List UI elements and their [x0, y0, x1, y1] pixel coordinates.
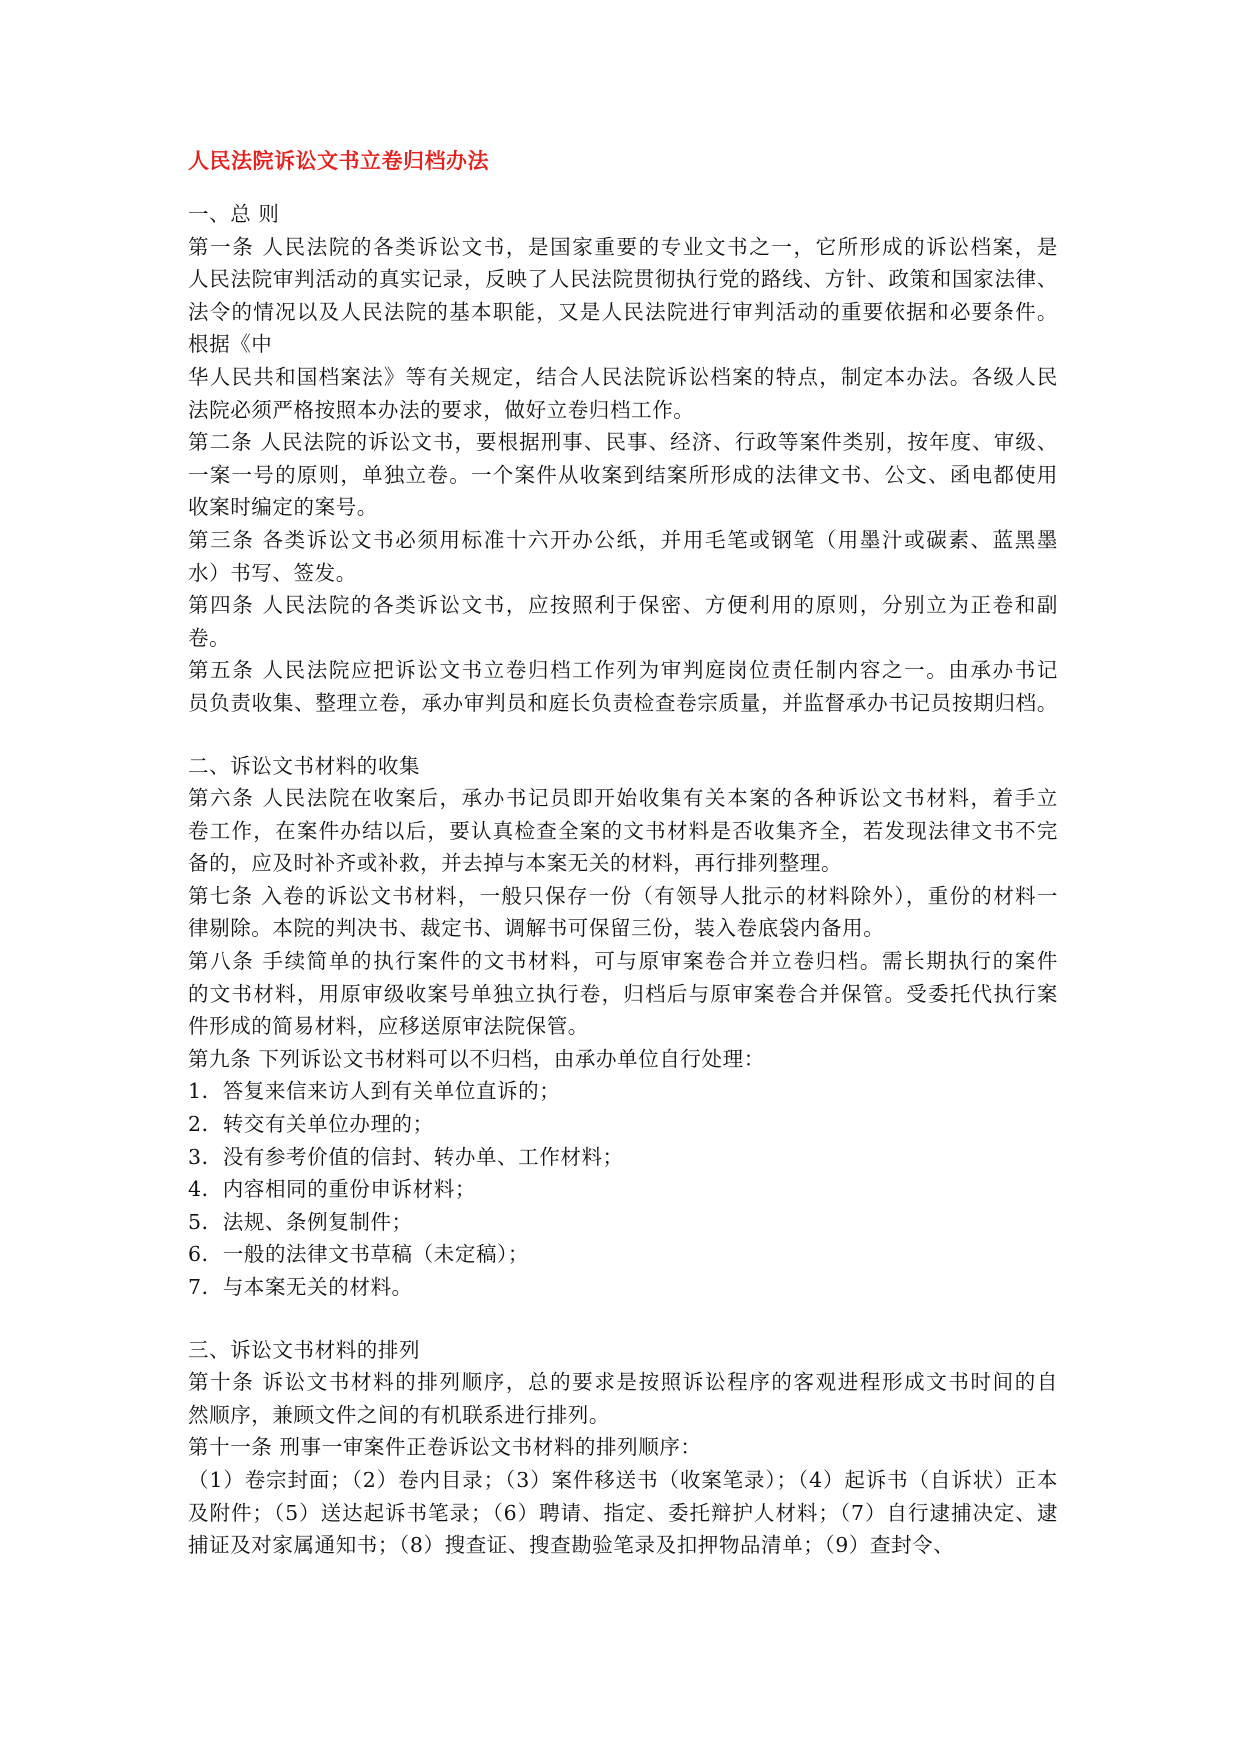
- text-line: 第二条 人民法院的诉讼文书，要根据刑事、民事、经济、行政等案件类别，按年度、审级、: [188, 430, 1058, 455]
- text-line: 卷工作，在案件办结以后，要认真检查全案的文书材料是否收集齐全，若发现法律文书不完: [188, 818, 1058, 843]
- text-line: 的文书材料，用原审级收案号单独立执行卷，归档后与原审案卷合并保管。受委托代执行案: [188, 981, 1058, 1006]
- text-line: 第十一条 刑事一审案件正卷诉讼文书材料的排列顺序：: [188, 1435, 702, 1460]
- text-line: 2．转交有关单位办理的；: [188, 1112, 434, 1137]
- text-line: 及附件；（5）送达起诉书笔录；（6）聘请、指定、委托辩护人材料；（7）自行逮捕决定、逮: [188, 1500, 1058, 1525]
- section-heading: 三、诉讼文书材料的排列: [188, 1337, 421, 1362]
- text-line: 第一条 人民法院的各类诉讼文书，是国家重要的专业文书之一，它所形成的诉讼档案，是: [188, 234, 1058, 259]
- text-line: 第十条 诉讼文书材料的排列顺序，总的要求是按照诉讼程序的客观进程形成文书时间的自: [188, 1370, 1058, 1395]
- text-line: 法院必须严格按照本办法的要求，做好立卷归档工作。: [188, 397, 695, 422]
- text-line: 华人民共和国档案法》等有关规定，结合人民法院诉讼档案的特点，制定本办法。各级人民: [188, 364, 1058, 389]
- text-line: 第九条 下列诉讼文书材料可以不归档，由承办单位自行处理：: [188, 1046, 765, 1071]
- text-line: 律剔除。本院的判决书、裁定书、调解书可保留三份，装入卷底袋内备用。: [188, 916, 885, 941]
- text-line: 5．法规、条例复制件；: [188, 1209, 413, 1234]
- text-line: 第四条 人民法院的各类诉讼文书，应按照利于保密、方便利用的原则，分别立为正卷和副: [188, 593, 1058, 618]
- text-line: 一案一号的原则，单独立卷。一个案件从收案到结案所形成的法律文书、公文、函电都使用: [188, 462, 1058, 487]
- document-section: [188, 198, 1058, 720]
- document-page: [188, 146, 1058, 1592]
- text-line: （1）卷宗封面；（2）卷内目录；（3）案件移送书（收案笔录）；（4）起诉书（自诉状）正本: [188, 1467, 1058, 1492]
- text-line: 然顺序，兼顾文件之间的有机联系进行排列。: [188, 1402, 610, 1427]
- text-line: 3．没有参考价值的信封、转办单、工作材料；: [188, 1144, 624, 1169]
- text-line: 第六条 人民法院在收案后，承办书记员即开始收集有关本案的各种诉讼文书材料，着手立: [188, 786, 1058, 811]
- text-line: 捕证及对家属通知书；（8）搜查证、搜查勘验笔录及扣押物品清单；（9）查封令、: [188, 1533, 955, 1558]
- text-line: 6．一般的法律文书草稿（未定稿）；: [188, 1242, 529, 1267]
- document-section: [188, 750, 1058, 1304]
- text-line: 水）书写、签发。: [188, 560, 357, 585]
- text-line: 第八条 手续简单的执行案件的文书材料，可与原审案卷合并立卷归档。需长期执行的案件: [188, 949, 1058, 974]
- text-line: 1．答复来信来访人到有关单位直诉的；: [188, 1079, 561, 1104]
- text-line: 第五条 人民法院应把诉讼文书立卷归档工作列为审判庭岗位责任制内容之一。由承办书记: [188, 658, 1058, 683]
- text-line: 根据《中: [188, 332, 273, 357]
- document-section: [188, 1334, 1058, 1562]
- text-line: 备的，应及时补齐或补救，并去掉与本案无关的材料，再行排列整理。: [188, 851, 843, 876]
- text-line: 4．内容相同的重份申诉材料；: [188, 1177, 476, 1202]
- text-line: 法令的情况以及人民法院的基本职能，又是人民法院进行审判活动的重要依据和必要条件。: [188, 299, 1058, 324]
- text-line: 7．与本案无关的材料。: [188, 1275, 413, 1299]
- text-line: 件形成的简易材料，应移送原审法院保管。: [188, 1014, 589, 1039]
- text-line: 第三条 各类诉讼文书必须用标准十六开办公纸，并用毛笔或钢笔（用墨汁或碳素、蓝黑墨: [188, 527, 1058, 552]
- text-line: 收案时编定的案号。: [188, 495, 378, 520]
- text-line: 员负责收集、整理立卷，承办审判员和庭长负责检查卷宗质量，并监督承办书记员按期归档。: [188, 690, 1058, 715]
- section-heading: 一、总 则: [188, 202, 280, 226]
- section-heading: 二、诉讼文书材料的收集: [188, 753, 421, 778]
- text-line: 卷。: [188, 625, 231, 650]
- document-title: 人民法院诉讼文书立卷归档办法: [188, 148, 489, 173]
- text-line: 人民法院审判活动的真实记录，反映了人民法院贯彻执行党的路线、方针、政策和国家法律、: [188, 267, 1058, 292]
- document-body: [188, 198, 1058, 1562]
- text-line: 第七条 入卷的诉讼文书材料，一般只保存一份（有领导人批示的材料除外），重份的材料一: [188, 883, 1058, 908]
